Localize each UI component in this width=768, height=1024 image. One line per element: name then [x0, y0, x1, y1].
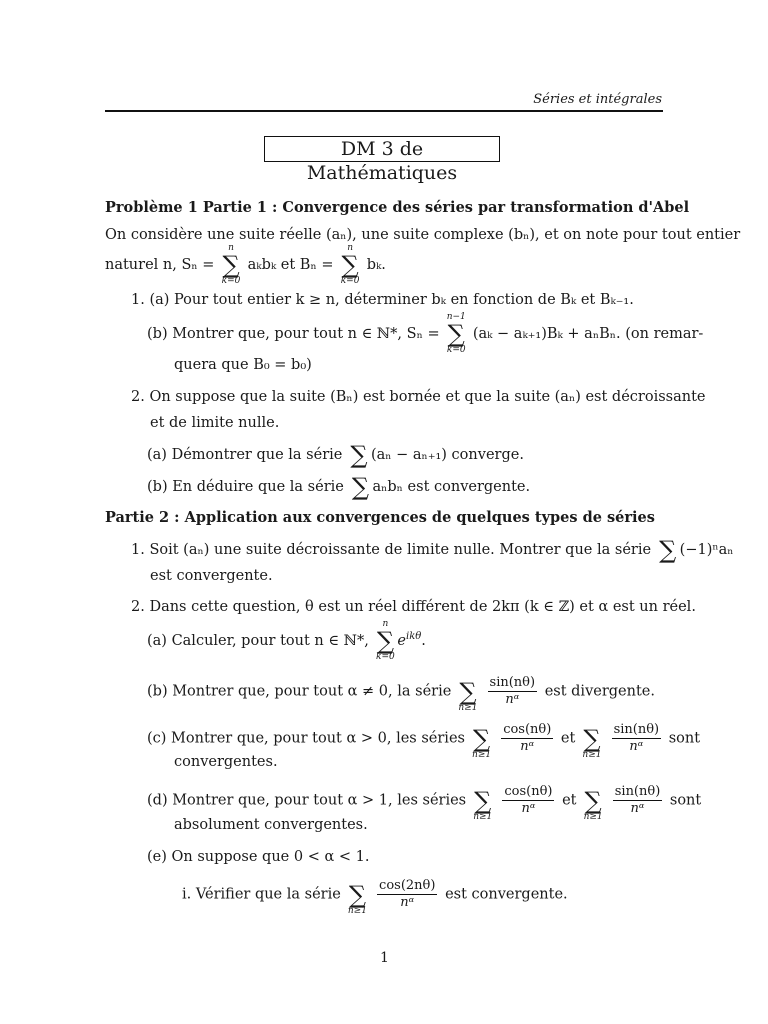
- q1b-text-end: (aₖ − aₖ₊₁)Bₖ + aₙBₙ. (on remar-: [472, 326, 704, 342]
- word-sont: sont: [669, 792, 702, 809]
- exp-exponent: ikθ: [406, 631, 422, 642]
- fraction: $\frac{\cos(n\theta)}{\text{nᵅ}}$: [503, 722, 552, 754]
- running-header: Séries et intégrales: [533, 92, 662, 107]
- fraction: $\frac{\sin(n\theta)}{\text{nᵅ}}$: [489, 675, 536, 707]
- page-number: 1: [380, 950, 389, 966]
- header-rule: [105, 110, 663, 112]
- sum-symbol: ∑: [659, 536, 677, 564]
- sum-symbol: ∑ n≥1: [583, 786, 603, 822]
- document-title: DM 3 de Mathématiques: [264, 136, 500, 162]
- fraction: $\frac{\sin(n\theta)}{\text{nᵅ}}$: [613, 722, 660, 754]
- sum-symbol: n ∑ k=0: [221, 243, 241, 286]
- question-1a: 1. (a) Pour tout entier k ≥ n, déterminer bₖ en fonction de Bₖ et Bₖ₋₁.: [131, 292, 634, 308]
- sum-symbol: n−1 ∑ k=0: [446, 312, 466, 355]
- question-2-line2: et de limite nulle.: [150, 415, 280, 431]
- part2-question-2a: (a) Calculer, pour tout n ∈ ℕ*, n ∑ k=0 $e^{ik\theta}$.: [147, 619, 426, 662]
- p2q2b-text-end: est divergente.: [544, 683, 655, 700]
- q2b-text-start: (b) En déduire que la série: [147, 479, 344, 495]
- p2q1-alternating-term: (−1)ⁿaₙ: [679, 542, 734, 558]
- q2a-text-end: (aₙ − aₙ₊₁) converge.: [370, 447, 524, 463]
- part2-question-2c-continuation: convergentes.: [174, 754, 278, 770]
- q1b-text-start: (b) Montrer que, pour tout n ∈ ℕ*, Sₙ =: [147, 326, 440, 342]
- part2-question-1-line1: [131, 536, 734, 564]
- fraction: $\frac{\cos(2n\theta)}{\text{nᵅ}}$: [379, 878, 436, 910]
- p2q2b-text-start: (b) Montrer que, pour tout α ≠ 0, la série: [147, 683, 452, 700]
- part2-question-2b: [147, 675, 655, 713]
- problem1-heading: Problème 1 Partie 1 : Convergence des séries par transformation d'Abel: [105, 199, 690, 216]
- p2q2d-text-start: (d) Montrer que, pour tout α > 1, les séries: [147, 792, 467, 809]
- problem1-intro-line2: [105, 243, 386, 286]
- sum-symbol: n ∑ k=0: [376, 619, 395, 662]
- part2-question-2e: (e) On suppose que 0 < α < 1.: [147, 849, 370, 865]
- sum-symbol: ∑ n≥1: [582, 724, 602, 760]
- question-2a: [147, 441, 524, 469]
- q2b-text-end: aₙbₙ est convergente.: [372, 479, 531, 495]
- p2q2a-text: (a) Calculer, pour tout n ∈ ℕ*,: [147, 633, 369, 649]
- part2-question-2c: [147, 722, 701, 760]
- part2-question-2-intro: 2. Dans cette question, θ est un réel différent de 2kπ (k ∈ ℤ) et α est un réel.: [131, 599, 696, 615]
- question-2b: [147, 473, 531, 501]
- fraction: $\frac{\cos(n\theta)}{\text{nᵅ}}$: [504, 784, 553, 816]
- part2-question-1-line2: est convergente.: [150, 568, 273, 584]
- p2q2c-text-start: (c) Montrer que, pour tout α > 0, les séries: [147, 730, 465, 747]
- q2a-text-start: (a) Démontrer que la série: [147, 447, 343, 463]
- part2-question-2d-continuation: absolument convergentes.: [174, 817, 368, 833]
- conjunction-et: et: [562, 792, 577, 809]
- part2-heading: Partie 2 : Application aux convergences de quelques types de séries: [105, 509, 655, 526]
- intro-bn-label: aₖbₖ et Bₙ =: [247, 257, 334, 273]
- exp-base: e: [397, 633, 407, 649]
- p2q2ei-text-start: i. Vérifier que la série: [182, 886, 341, 903]
- word-sont: sont: [668, 730, 701, 747]
- sum-symbol: ∑ n≥1: [473, 786, 493, 822]
- sum-symbol: ∑: [350, 441, 368, 469]
- intro-sn-label: naturel n, Sₙ =: [105, 257, 215, 273]
- part2-question-2e-i: [182, 878, 568, 916]
- question-1b: [147, 312, 704, 355]
- fraction: $\frac{\sin(n\theta)}{\text{nᵅ}}$: [614, 784, 661, 816]
- problem1-intro-line1: On considère une suite réelle (aₙ), une suite complexe (bₙ), et on note pour tout entier: [105, 227, 741, 243]
- p2q1-text-start: 1. Soit (aₙ) une suite décroissante de limite nulle. Montrer que la série: [131, 542, 652, 558]
- sum-symbol: ∑ n≥1: [458, 677, 478, 713]
- question-2-line1: 2. On suppose que la suite (Bₙ) est bornée et que la suite (aₙ) est décroissante: [131, 389, 706, 405]
- sum-symbol: n ∑ k=0: [340, 243, 360, 286]
- conjunction-et: et: [560, 730, 576, 747]
- sum-symbol: ∑: [351, 473, 370, 501]
- p2q2ei-text-end: est convergente.: [445, 886, 568, 903]
- question-1b-continuation: quera que B₀ = b₀): [174, 357, 312, 373]
- part2-question-2d: [147, 784, 702, 822]
- sum-symbol: ∑ n≥1: [472, 724, 492, 760]
- intro-bk-term: bₖ.: [366, 257, 386, 273]
- sum-symbol: ∑ n≥1: [347, 880, 367, 916]
